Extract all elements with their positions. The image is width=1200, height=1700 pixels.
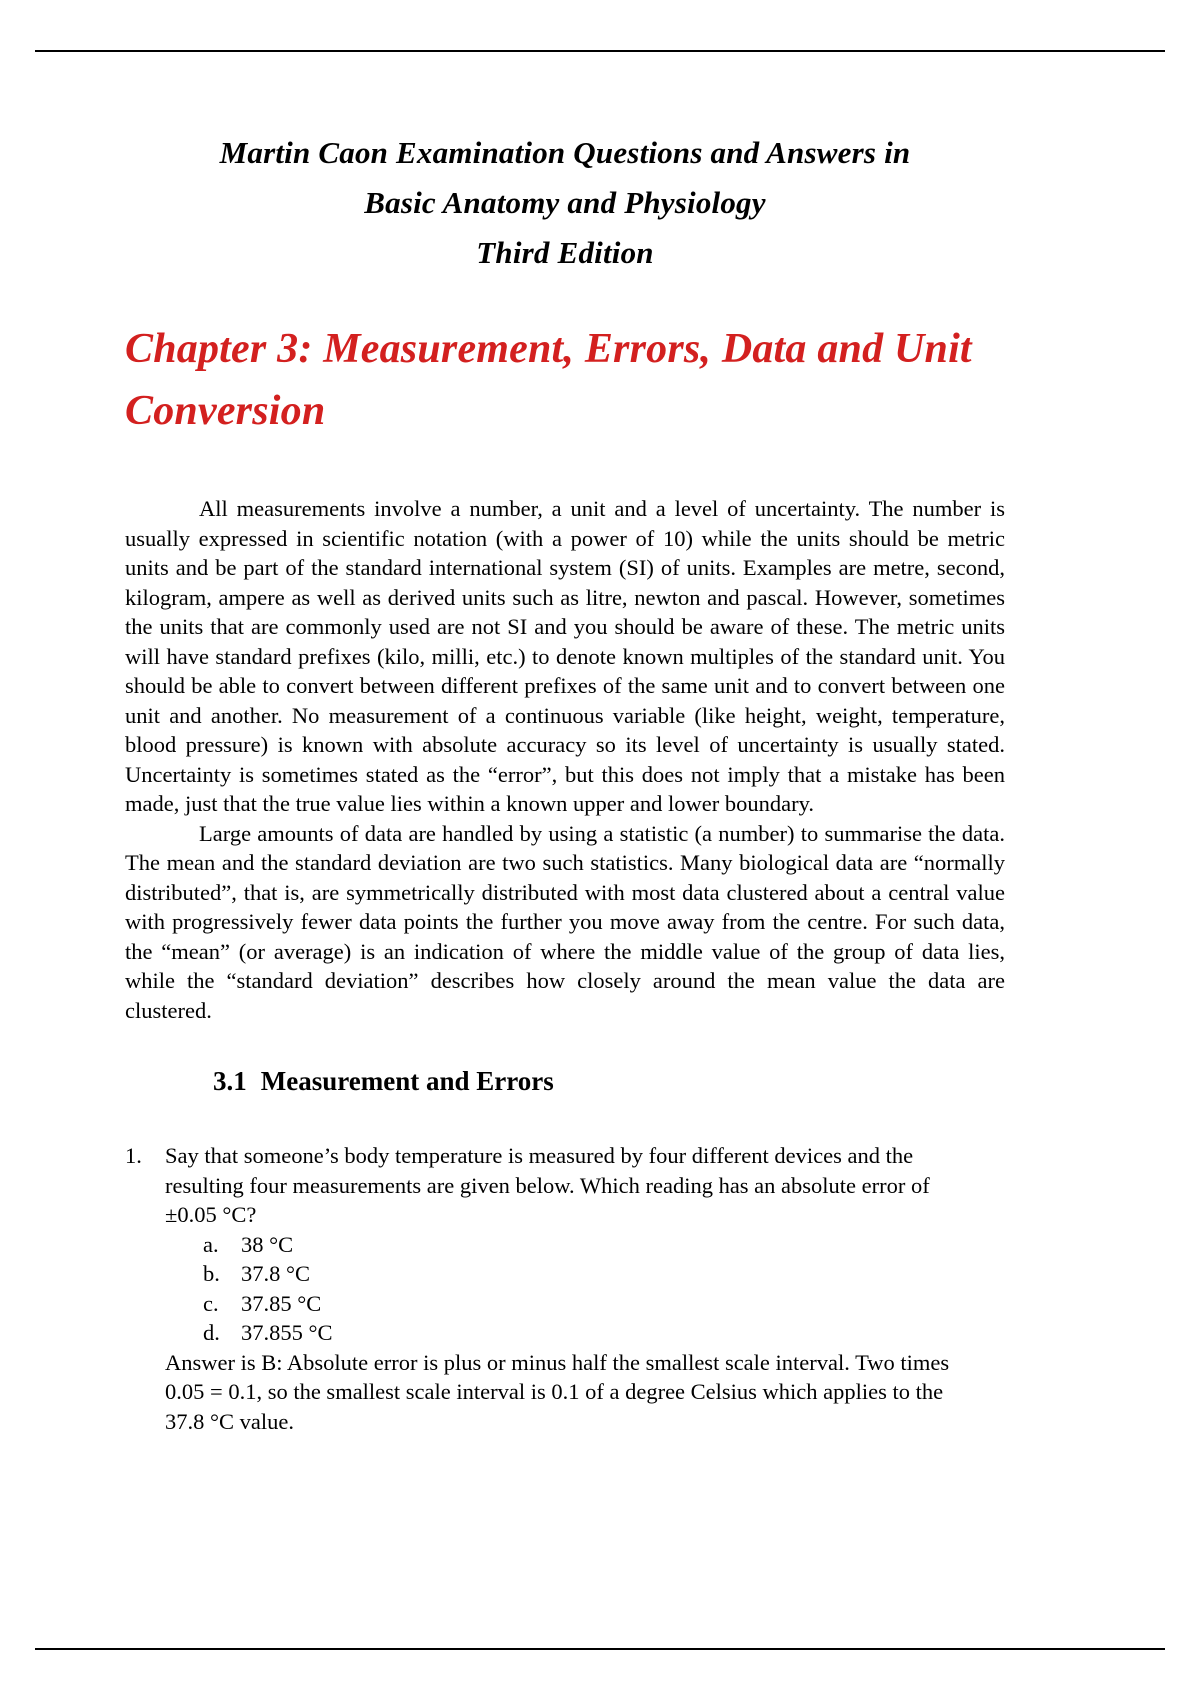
- option-item-b[interactable]: [203, 1259, 1005, 1289]
- option-value-d: 37.855 °C: [241, 1320, 333, 1345]
- question-block: [125, 1099, 1005, 1436]
- option-value-c: 37.85 °C: [241, 1290, 322, 1316]
- intro-paragraph-1: All measurements involve a number, a unit and a level of uncertainty. The number is usually expressed in scientific notation (with a power of 10) while the units should be metric units and be part of the standard international system (SI) of units. Examples are metre, second, kilogram, ampere as well as derived units such as litre, newton and pascal. However, sometimes the units that are commonly used are not SI and you should be aware of these. The metric units will have standard prefixes (kilo, milli, etc.) to denote known multiples of the standard unit. You should be able to convert between different prefixes of the same unit and to convert between one unit and another. No measurement of a continuous variable (like height, weight, temperature, blood pressure) is known with absolute accuracy so its level of uncertainty is usually stated. Uncertainty is sometimes stated as the “error”, but this does not imply that a mistake has been made, just that the true value lies within a known upper and lower boundary.: [125, 496, 1005, 816]
- section-number: 3.1: [213, 1066, 247, 1096]
- chapter-heading: Chapter 3: Measurement, Errors, Data and Unit Conversion: [125, 326, 972, 434]
- answer-text: Answer is B: Absolute error is plus or minus half the smallest scale interval. Two times 0.05 = 0.1, so the smallest scale interval is 0.1 of a degree Celsius which applies to the 37.8 °C value.: [165, 1349, 950, 1434]
- option-value-a: 38 °C: [241, 1231, 294, 1257]
- option-letter-b: b.: [203, 1261, 220, 1286]
- option-letter-d: d.: [203, 1320, 220, 1345]
- intro-paragraph-2: Large amounts of data are handled by using a statistic (a number) to summarise the data. The mean and the standard deviation are two such statistics. Many biological data are “normally distributed”, that is, are symmetrically distributed with most data clustered about a central value with progressively fewer data points the further you move away from the centre. For such data, the “mean” (or average) is an indication of where the middle value of the group of data lies, while the “standard deviation” describes how closely around the mean value the data are clustered.: [125, 820, 1005, 1023]
- document-title: [125, 0, 1005, 278]
- option-item-c[interactable]: [203, 1289, 1005, 1319]
- document-title-line-3: Third Edition: [476, 235, 654, 270]
- option-list: [125, 1230, 1005, 1348]
- section-title: Measurement and Errors: [260, 1066, 554, 1096]
- option-letter-c: c.: [203, 1290, 219, 1316]
- question-text: Say that someone’s body temperature is measured by four different devices and the resulting four measurements are given below. Which reading has an absolute error of ±0.05 °C?: [165, 1143, 930, 1227]
- option-value-b: 37.8 °C: [241, 1261, 311, 1286]
- document-title-line-2: Basic Anatomy and Physiology: [364, 185, 766, 220]
- question-row: [125, 1141, 1005, 1230]
- option-item-d[interactable]: [203, 1318, 1005, 1348]
- document-title-line-1: Martin Caon Examination Questions and Answers in: [219, 135, 911, 170]
- footer-rule: [35, 1648, 1165, 1650]
- option-letter-a: a.: [203, 1231, 219, 1257]
- page-content: [125, 0, 1005, 1436]
- question-number: 1.: [125, 1143, 142, 1168]
- option-item-a[interactable]: [203, 1230, 1005, 1260]
- section-heading: [125, 1025, 1005, 1099]
